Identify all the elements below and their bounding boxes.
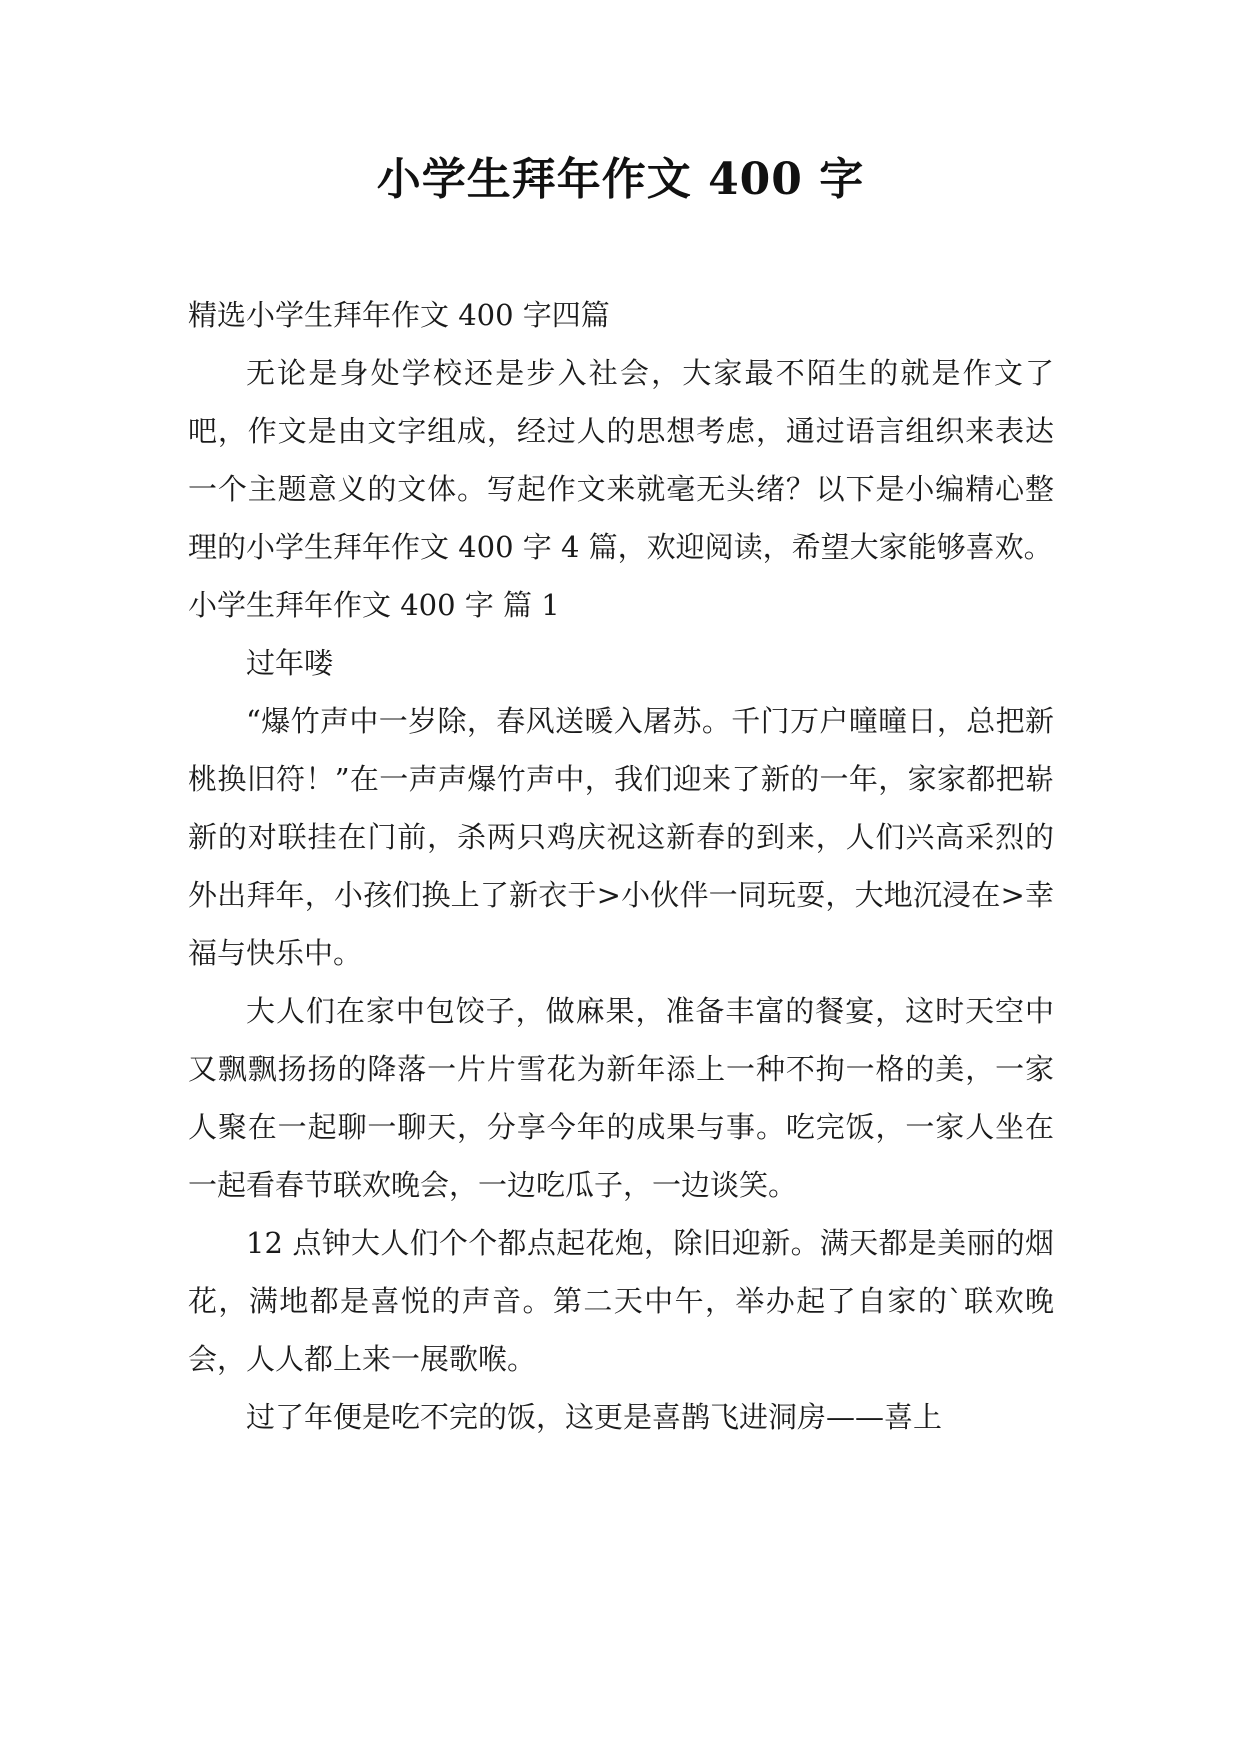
intro-paragraph: 无论是身处学校还是步入社会，大家最不陌生的就是作文了吧，作文是由文字组成，经过人的思想考虑，通过语言组织来表达一个主题意义的文体。写起作文来就毫无头绪？以下是小编精心整理的小学生拜年作文 400 字 4 篇，欢迎阅读，希望大家能够喜欢。	[188, 356, 1054, 564]
body-paragraph: 12 点钟大人们个个都点起花炮，除旧迎新。满天都是美丽的烟花，满地都是喜悦的声音。第二天中午，举办起了自家的`联欢晚会，人人都上来一展歌喉。	[188, 1226, 1054, 1376]
body-paragraph: “爆竹声中一岁除，春风送暖入屠苏。千门万户曈曈日，总把新桃换旧符！”在一声声爆竹声中，我们迎来了新的一年，家家都把崭新的对联挂在门前，杀两只鸡庆祝这新春的到来，人们兴高采烈的外出拜年，小孩们换上了新衣于>小伙伴一同玩耍，大地沉浸在>幸福与快乐中。	[188, 704, 1054, 970]
subtitle-paragraph: 精选小学生拜年作文 400 字四篇	[188, 298, 610, 332]
section-heading: 小学生拜年作文 400 字 篇 1	[188, 588, 560, 622]
document-body	[188, 286, 1054, 1446]
body-paragraph: 大人们在家中包饺子，做麻果，准备丰富的餐宴，这时天空中又飘飘扬扬的降落一片片雪花为新年添上一种不拘一格的美，一家人聚在一起聊一聊天，分享今年的成果与事。吃完饭，一家人坐在一起看春节联欢晚会，一边吃瓜子，一边谈笑。	[188, 994, 1054, 1202]
document-title: 小学生拜年作文 400 字	[376, 154, 865, 205]
body-paragraph: 过了年便是吃不完的饭，这更是喜鹊飞进洞房——喜上	[246, 1400, 943, 1434]
essay-title: 过年喽	[246, 646, 334, 680]
